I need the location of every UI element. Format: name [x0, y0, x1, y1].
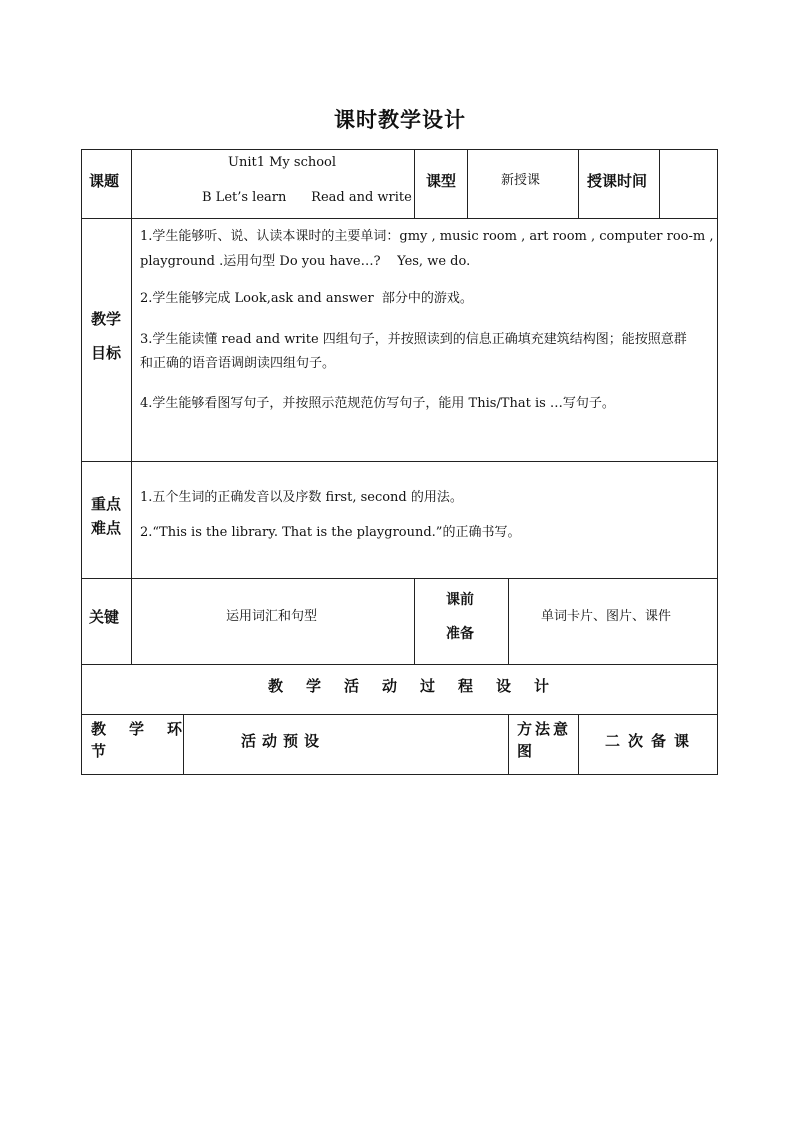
keypoints-label-1: 重点 — [91, 495, 122, 513]
border-label-col — [131, 149, 132, 665]
border-r6-c3 — [578, 714, 579, 775]
keypoint-1: 1.五个生词的正确发音以及序数 first, second 的用法。 — [140, 490, 463, 505]
prep-value: 单词卡片、图片、课件 — [541, 609, 672, 624]
col-activity: 活动预设 — [241, 732, 326, 750]
border-row2 — [81, 461, 718, 462]
topic-line1: Unit1 My school — [228, 155, 337, 170]
goal-1-line2: playground .运用句型 Do you have…? Yes, we do. — [140, 254, 471, 269]
border-r1-c4 — [578, 149, 579, 219]
time-label: 授课时间 — [587, 172, 648, 190]
border-bottom — [81, 774, 718, 775]
goal-3-line2: 和正确的语音语调朗读四组句子。 — [140, 356, 336, 371]
border-r6-c2 — [508, 714, 509, 775]
border-left — [81, 149, 82, 775]
border-r1-c5 — [659, 149, 660, 219]
border-r1-c3 — [467, 149, 468, 219]
page-title: 课时教学设计 — [334, 108, 466, 132]
type-value: 新授课 — [501, 173, 541, 188]
goal-3-line1: 3.学生能读懂 read and write 四组句子，并按照读到的信息正确填充建筑结构图；能按照意群 — [140, 332, 687, 347]
border-row3 — [81, 578, 718, 579]
goals-label-2: 目标 — [91, 344, 122, 362]
border-r1-c2 — [414, 149, 415, 219]
border-right — [717, 149, 718, 775]
key-value: 运用词汇和句型 — [226, 609, 318, 624]
prep-label-1: 课前 — [446, 592, 474, 608]
col-stage-2: 节 — [91, 742, 107, 760]
border-row4 — [81, 664, 718, 665]
border-top — [81, 149, 718, 150]
topic-label: 课题 — [89, 172, 120, 190]
col-stage-1: 教学环 — [91, 720, 206, 738]
goal-2: 2.学生能够完成 Look,ask and answer 部分中的游戏。 — [140, 291, 473, 306]
col-second-prep: 二次备课 — [605, 732, 698, 750]
topic-line2: B Let’s learn Read and write — [202, 190, 412, 205]
goal-4: 4.学生能够看图写句子，并按照示范规范仿写句子，能用 This/That is …写句子。 — [140, 396, 615, 411]
keypoint-2: 2.“This is the library. That is the playground.”的正确书写。 — [140, 525, 521, 540]
goal-1-line1: 1.学生能够听、说、认读本课时的主要单词：gmy , music room , art room , computer roo-m , — [140, 229, 714, 244]
border-r4-c2 — [414, 578, 415, 665]
keypoints-label-2: 难点 — [91, 519, 122, 537]
col-method-2: 图 — [517, 742, 533, 760]
goals-label-1: 教学 — [91, 310, 122, 328]
type-label: 课型 — [426, 172, 457, 190]
process-header: 教学活动过程设计 — [268, 677, 573, 695]
border-row5 — [81, 714, 718, 715]
border-r4-c3 — [508, 578, 509, 665]
col-method-1: 方法意 — [517, 720, 572, 738]
border-row1 — [81, 218, 718, 219]
key-label: 关键 — [89, 608, 120, 626]
prep-label-2: 准备 — [446, 626, 474, 642]
